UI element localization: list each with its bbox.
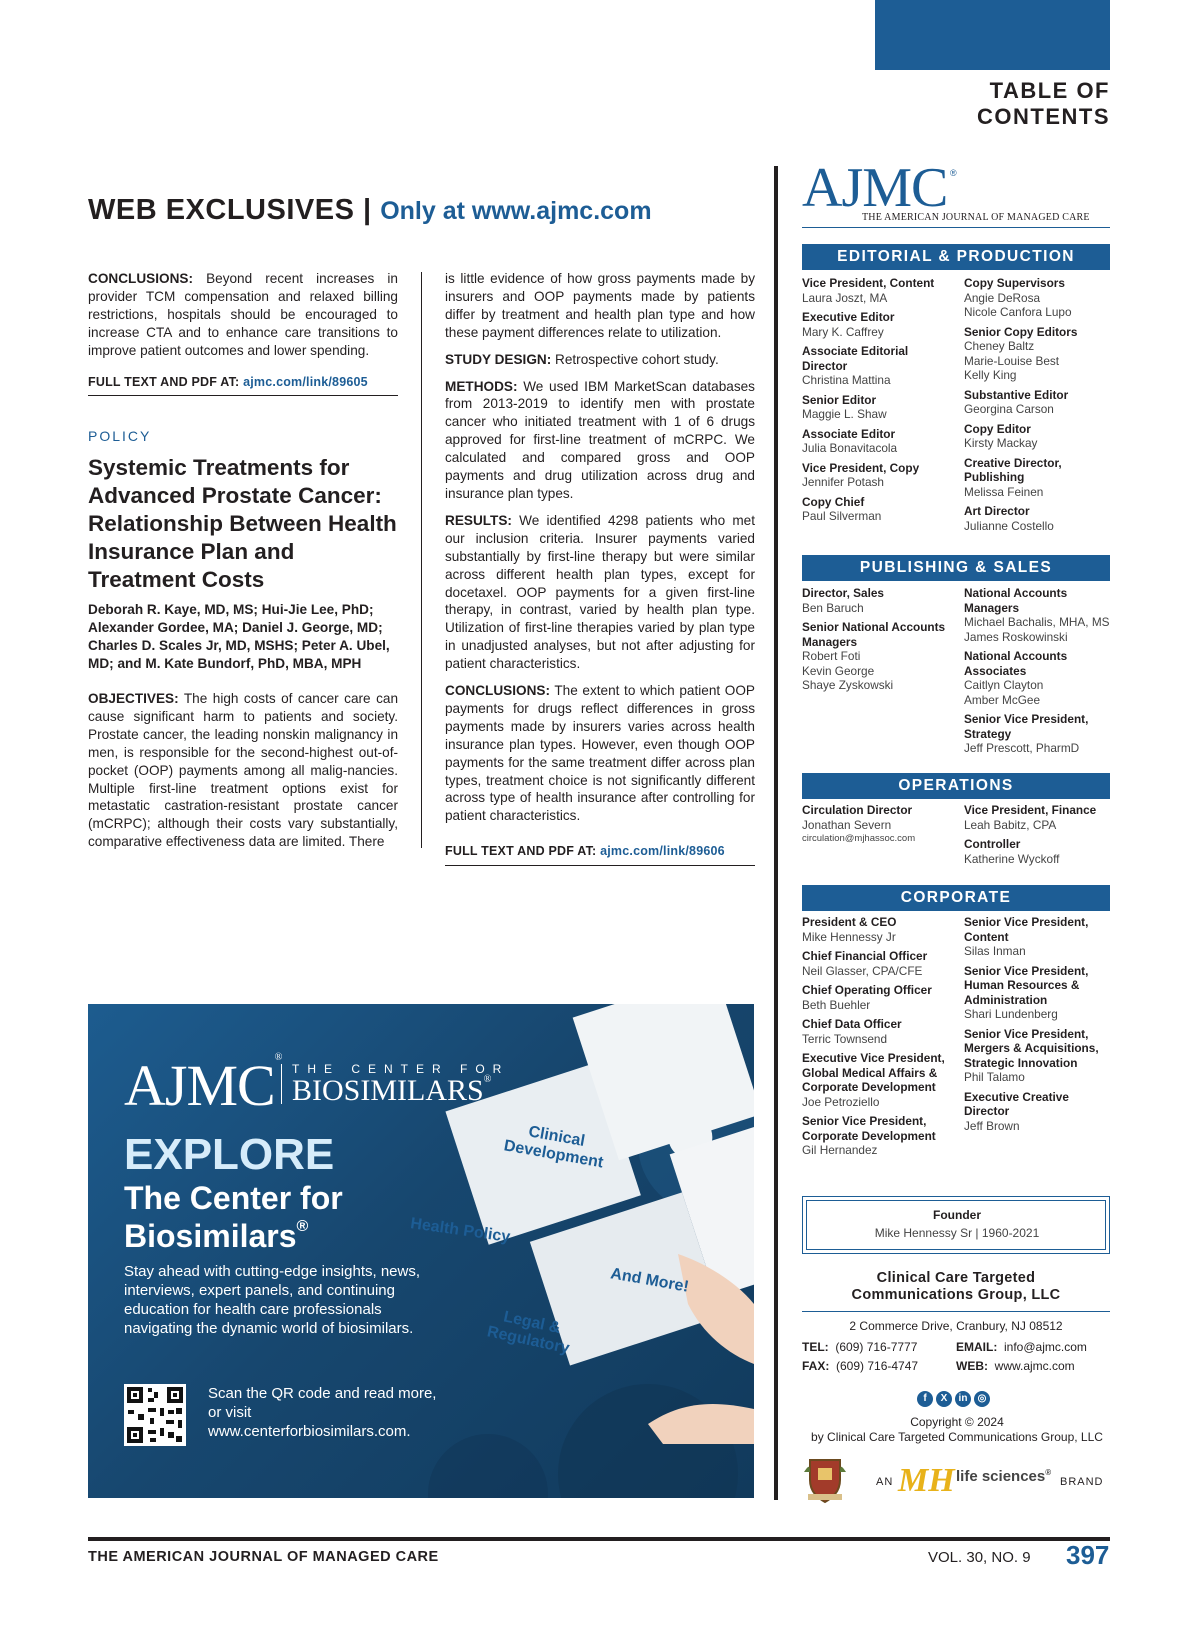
- company-rule: [802, 1311, 1110, 1312]
- ad-biosimilars-text: BIOSIMILARS®: [292, 1074, 492, 1107]
- masthead-name: Ben Baruch: [802, 600, 864, 615]
- masthead-name: Maggie L. Shaw: [802, 407, 887, 421]
- masthead-right-column: [964, 586, 1114, 761]
- web-exclusives-title: WEB EXCLUSIVES: [88, 194, 355, 226]
- conclusions-label: CONCLUSIONS:: [88, 271, 193, 286]
- masthead-role: Chief Financial Officer: [802, 949, 928, 963]
- masthead-role: Senior National Accounts Managers: [802, 620, 946, 649]
- instagram-icon[interactable]: ◎: [974, 1391, 990, 1407]
- masthead-name: Joe Petroziello: [802, 1094, 880, 1109]
- masthead-name: Jennifer Potash: [802, 475, 884, 489]
- company-name-line2: Communications Group, LLC: [851, 1287, 1061, 1303]
- web-exclusives-subtitle[interactable]: Only at www.ajmc.com: [380, 197, 652, 225]
- methods: [445, 378, 755, 503]
- article2-column: [445, 270, 755, 866]
- masthead-name: Jeff Brown: [964, 1118, 1020, 1133]
- puzzle-label-legal-regulatory: Legal & Regulatory: [485, 1308, 571, 1358]
- masthead-name: Michael Bachalis, MHA, MS: [964, 615, 1110, 629]
- article2-fulltext-link[interactable]: ajmc.com/link/89606: [600, 844, 725, 859]
- conclusions-label-2: CONCLUSIONS:: [445, 683, 550, 699]
- masthead-vertical-rule: [774, 166, 778, 1500]
- masthead-name: Shari Lundenberg: [964, 1007, 1058, 1021]
- qr-code-icon[interactable]: [124, 1384, 186, 1446]
- founder-name: Mike Hennessy Sr | 1960-2021: [874, 1226, 1040, 1240]
- masthead-right-column: [964, 803, 1114, 871]
- masthead-name: Shaye Zyskowski: [802, 678, 894, 692]
- column-divider: [421, 272, 422, 848]
- masthead-role: Senior Vice President, Mergers & Acquisitions, Strategic Innovation: [964, 1026, 1099, 1070]
- masthead-name: Jonathan Severn: [802, 817, 892, 832]
- ajmc-logo: AJMC: [802, 157, 948, 219]
- masthead-name: Kevin George: [802, 663, 875, 678]
- ad-logo-separator: [281, 1064, 282, 1104]
- social-links: [917, 1388, 999, 1406]
- header-color-block: [875, 0, 1110, 70]
- masthead-name: Neil Glasser, CPA/CFE: [802, 963, 923, 978]
- section-label-policy: POLICY: [88, 428, 152, 444]
- masthead-name: Silas Inman: [964, 944, 1026, 958]
- masthead-role: National Accounts Associates: [964, 649, 1068, 678]
- masthead-role: Vice President, Finance: [964, 803, 1097, 817]
- masthead-name: Mary K. Caffrey: [802, 324, 884, 339]
- masthead-role: Art Director: [964, 504, 1030, 518]
- masthead-role: Senior Vice President, Corporate Development: [802, 1114, 936, 1143]
- masthead-name: Terric Townsend: [802, 1031, 888, 1046]
- email-line: [956, 1338, 1087, 1357]
- ad-center-for-text: THE CENTER FOR: [292, 1062, 510, 1076]
- page-number: 397: [1066, 1540, 1110, 1570]
- results-text: We identified 4298 patients who met our inclusion criteria. Insurer payments varied substantially by first-line therapy but were similar across different health plan types, except for docetaxel. OOP payments for a given first-line therapy, in contrast, varied by health plan type. Utilization of first-line therapies varied by plan type in unadjusted analyses, but not after adjusting for patient characteristics.: [445, 512, 755, 672]
- objectives-continued: is little evidence of how gross payments made by insurers and OOP payments made by patients differ by treatment and health plan type and how these payment differences relate to utilization.: [445, 271, 755, 340]
- masthead-role: Associate Editorial Director: [802, 344, 909, 373]
- masthead-left-column: [802, 276, 956, 529]
- masthead-role: Senior Editor: [802, 392, 877, 407]
- masthead-role: Copy Editor: [964, 421, 1031, 436]
- fax-value: (609) 716-4747: [836, 1359, 919, 1373]
- web-link[interactable]: www.ajmc.com: [994, 1359, 1075, 1373]
- footer-journal-name: THE AMERICAN JOURNAL OF MANAGED CARE: [88, 1549, 439, 1565]
- masthead-name: Melissa Feinen: [964, 484, 1044, 499]
- masthead-left-column: [802, 915, 956, 1163]
- masthead-role: Vice President, Content: [802, 276, 935, 290]
- masthead-role: Vice President, Copy: [802, 460, 920, 475]
- fulltext-label-2: FULL TEXT AND PDF AT:: [445, 844, 597, 859]
- email-link[interactable]: info@ajmc.com: [1004, 1340, 1087, 1354]
- web-line: [956, 1357, 1075, 1376]
- conclusions: [445, 682, 755, 825]
- masthead-name: Cheney Baltz: [964, 339, 1035, 353]
- footer-volume: VOL. 30, NO. 9: [928, 1549, 1031, 1566]
- masthead-role: National Accounts Managers: [964, 586, 1068, 615]
- masthead-role: Senior Vice President, Strategy: [964, 712, 1089, 741]
- conclusions-text: Beyond recent increases in provider TCM compensation and relaxed billing restrictions, hospitals should be encouraged to increase CTA and to enhance care transitions to improve patient outcomes and lower spending.: [88, 271, 398, 358]
- copyright: [802, 1415, 1112, 1445]
- masthead-name[interactable]: circulation@mjhassoc.com: [802, 833, 916, 844]
- masthead-role: Controller: [964, 837, 1021, 851]
- puzzle-label-and-more: And More!: [609, 1265, 691, 1296]
- founder-label: Founder: [933, 1208, 981, 1222]
- article1-column: [88, 270, 398, 396]
- masthead-name: Caitlyn Clayton: [964, 678, 1044, 692]
- masthead-role: Circulation Director: [802, 803, 913, 817]
- fulltext-label: FULL TEXT AND PDF AT:: [88, 374, 240, 389]
- linkedin-icon[interactable]: in: [955, 1391, 971, 1407]
- results: [445, 512, 755, 673]
- masthead-role: Senior Vice President, Content: [964, 915, 1089, 944]
- masthead-role: Executive Editor: [802, 310, 895, 324]
- tel-value[interactable]: (609) 716-7777: [835, 1340, 918, 1354]
- masthead-role: Chief Data Officer: [802, 1017, 902, 1031]
- life-sciences-text: life sciences®: [956, 1468, 1052, 1485]
- facebook-icon[interactable]: f: [917, 1391, 933, 1407]
- masthead-role: Substantive Editor: [964, 387, 1069, 402]
- article2-objectives: [88, 690, 398, 860]
- web-exclusives-heading: [88, 194, 652, 227]
- masthead-role: President & CEO: [802, 915, 897, 929]
- article-title[interactable]: Systemic Treatments for Advanced Prostate Cancer: Relationship Between Health Insurance Plan and Treatment Costs: [88, 455, 397, 592]
- company-name: [802, 1270, 1110, 1304]
- company-address: 2 Commerce Drive, Cranbury, NJ 08512: [849, 1319, 1063, 1333]
- section-bar-2: OPERATIONS: [802, 773, 1110, 799]
- masthead-name: Leah Babitz, CPA: [964, 817, 1057, 832]
- masthead-role: Senior Copy Editors: [964, 324, 1078, 339]
- section-bar-0: EDITORIAL & PRODUCTION: [802, 244, 1110, 270]
- puzzle-label-health-policy: Health Policy: [409, 1215, 512, 1246]
- masthead-name: Christina Mattina: [802, 373, 891, 387]
- article1-fulltext-link-line: [88, 374, 398, 397]
- ad-description: Stay ahead with cutting-edge insights, news, interviews, expert panels, and continuing education for health care professionals navigating the dynamic world of biosimilars.: [124, 1263, 421, 1337]
- results-label: RESULTS:: [445, 512, 512, 528]
- masthead-left-column: [802, 586, 956, 698]
- tel-label: TEL:: [802, 1340, 829, 1354]
- masthead-role: Senior Vice President, Human Resources & Administration: [964, 963, 1089, 1007]
- footer-rule: [88, 1537, 1110, 1541]
- ajmc-logo-trademark: ®: [950, 168, 957, 178]
- company-name-line1: Clinical Care Targeted: [876, 1270, 1036, 1286]
- masthead-name: Julia Bonavitacola: [802, 441, 898, 455]
- masthead-role: Chief Operating Officer: [802, 983, 932, 997]
- mh-logo-icon: MH: [898, 1462, 955, 1499]
- masthead-name: Nicole Canfora Lupo: [964, 305, 1072, 319]
- masthead-name: Kirsty Mackay: [964, 436, 1038, 450]
- objectives-text: The high costs of cancer care can cause significant harm to patients and society. Prostate cancer, the leading nonskin malignancy in men, is responsible for the second-highest out-of-pocket (OOP) payments among all malig-nancies. Multiple first-line treatment options exist for metastatic castration-resistant prostate cancer (mCRPC); although their costs vary substantially, comparative effectiveness data are limited. There: [88, 691, 398, 850]
- masthead-role: Executive Vice President, Global Medical Affairs & Corporate Development: [802, 1051, 945, 1094]
- masthead-name: Georgina Carson: [964, 402, 1054, 416]
- company-crest-icon: [802, 1454, 848, 1504]
- study-design-text: Retrospective cohort study.: [555, 351, 719, 367]
- ad-scan-text: Scan the QR code and read more, or visit www.centerforbiosimilars.com.: [208, 1385, 437, 1440]
- article-authors: Deborah R. Kaye, MD, MS; Hui-Jie Lee, PhD; Alexander Gordee, MA; Daniel J. George, MD; Charles D. Scales Jr, MD, MSHS; Peter A. Ubel, MD; and M. Kate Bundorf, PhD, MBA, MPH: [88, 602, 390, 671]
- masthead-name: Jeff Prescott, PharmD: [964, 741, 1080, 755]
- masthead-name: James Roskowinski: [964, 629, 1068, 644]
- masthead-left-column: [802, 803, 956, 852]
- conclusions-text-2: The extent to which patient OOP payments for drugs reflect differences in gross payments made by insurers varies across health insurance plan types. However, even though OOP payments for the same treatment differ across plan types, treatment choice is not significantly different across type of health insurance after controlling for patient characteristics.: [445, 683, 755, 824]
- masthead-name: Amber McGee: [964, 692, 1041, 707]
- section-bar-1: PUBLISHING & SALES: [802, 555, 1110, 581]
- article1-fulltext-link[interactable]: ajmc.com/link/89605: [243, 374, 368, 389]
- masthead-name: Julianne Costello: [964, 518, 1054, 533]
- x-icon[interactable]: X: [936, 1391, 952, 1407]
- ad-headline-line2: The Center for: [124, 1180, 343, 1216]
- ad-headline-line3: Biosimilars®: [124, 1218, 309, 1254]
- masthead-role: Creative Director, Publishing: [964, 455, 1062, 484]
- tel-line: [802, 1338, 917, 1357]
- copyright-line1: Copyright © 2024: [910, 1415, 1004, 1429]
- ad-ajmc-logo: AJMC®: [124, 1052, 282, 1118]
- section-bar-3: CORPORATE: [802, 885, 1110, 911]
- methods-label: METHODS:: [445, 378, 518, 394]
- masthead-right-column: [964, 915, 1114, 1138]
- ad-headline-explore: EXPLORE: [124, 1130, 335, 1179]
- masthead-role: Associate Editor: [802, 426, 896, 441]
- masthead-name: Katherine Wyckoff: [964, 851, 1060, 866]
- brand-text: BRAND: [1060, 1476, 1104, 1488]
- masthead-name: Kelly King: [964, 368, 1017, 382]
- masthead-name: Robert Foti: [802, 649, 861, 663]
- center-for-biosimilars-ad[interactable]: [88, 1004, 754, 1498]
- study-design: [445, 351, 755, 369]
- masthead-name: Mike Hennessy Jr: [802, 929, 896, 944]
- masthead-name: Marie-Louise Best: [964, 353, 1060, 368]
- ajmc-logo-underline: [802, 227, 1110, 228]
- objectives-label: OBJECTIVES:: [88, 691, 179, 706]
- methods-text: We used IBM MarketScan databases from 2013-2019 to identify men with prostate cancer who initiated treatment with 1 of 6 drugs approved for first-line treatment of mCRPC. We calculated and compared gross and OOP payments and drug utilization across drug and insurance plan types.: [445, 378, 755, 501]
- ajmc-logo-subtitle: THE AMERICAN JOURNAL OF MANAGED CARE: [862, 212, 1090, 223]
- copyright-line2: by Clinical Care Targeted Communications Group, LLC: [811, 1430, 1103, 1444]
- study-design-label: STUDY DESIGN:: [445, 351, 552, 367]
- article1-conclusions: [88, 270, 398, 360]
- masthead-role: Copy Supervisors: [964, 276, 1065, 290]
- masthead-role: Executive Creative Director: [964, 1089, 1069, 1118]
- masthead-role: Copy Chief: [802, 494, 865, 509]
- masthead-name: Phil Talamo: [964, 1070, 1025, 1084]
- masthead-right-column: [964, 276, 1114, 538]
- heading-separator: |: [363, 194, 372, 226]
- masthead-name: Gil Hernandez: [802, 1143, 878, 1157]
- web-label: WEB:: [956, 1359, 988, 1373]
- fax-line: [802, 1357, 918, 1376]
- masthead-name: Laura Joszt, MA: [802, 290, 888, 305]
- fax-label: FAX:: [802, 1359, 830, 1373]
- puzzle-label-clinical-development: Clinical Development: [502, 1123, 605, 1172]
- table-of-contents-title: TABLE OF CONTENTS: [977, 78, 1110, 129]
- masthead-name: Paul Silverman: [802, 509, 882, 523]
- article2-fulltext-link-line: [445, 843, 755, 866]
- email-label: EMAIL:: [956, 1340, 998, 1354]
- masthead-role: Director, Sales: [802, 586, 884, 600]
- brand-an-text: AN: [876, 1476, 894, 1488]
- masthead-name: Angie DeRosa: [964, 290, 1041, 305]
- masthead-name: Beth Buehler: [802, 997, 871, 1012]
